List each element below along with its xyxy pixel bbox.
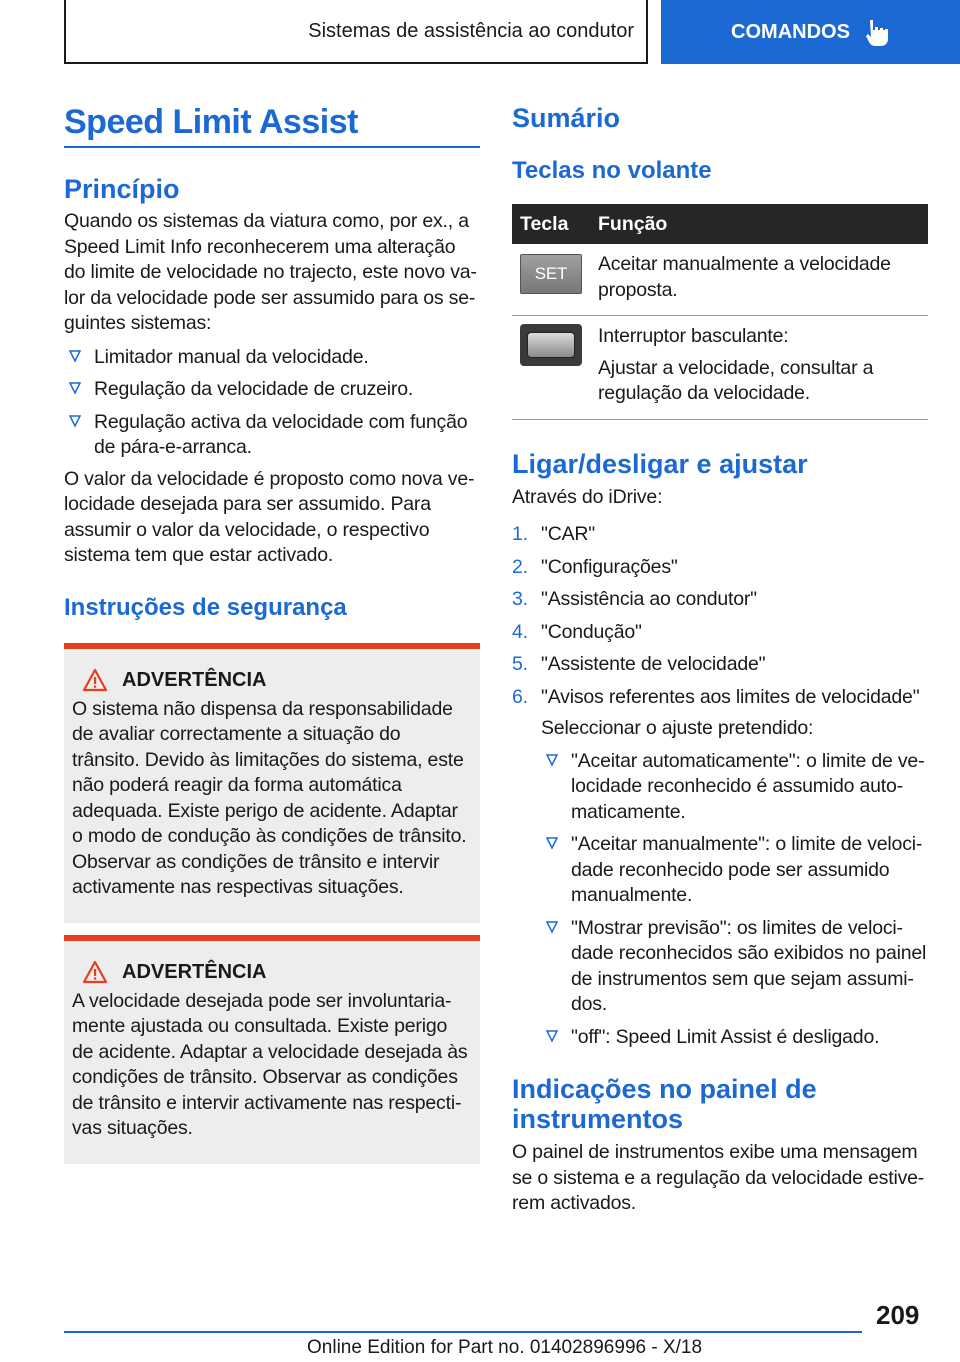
bullet-item bbox=[64, 410, 480, 461]
rocker-switch-icon bbox=[520, 324, 582, 366]
keys-table bbox=[512, 204, 928, 420]
list-item bbox=[512, 555, 928, 581]
list-item bbox=[512, 587, 928, 613]
list-item bbox=[512, 685, 928, 711]
step-text: "Configurações" bbox=[541, 555, 678, 578]
warning-label: ADVERTÊNCIA bbox=[122, 668, 267, 691]
step-text: "Assistente de velocidade" bbox=[541, 653, 766, 675]
warning-title bbox=[82, 667, 472, 693]
warning-box bbox=[64, 935, 480, 1164]
heading-onoff: Ligar/desligar e ajustar bbox=[512, 448, 808, 479]
warning-triangle-icon bbox=[82, 960, 108, 984]
step-text: "Assistência ao condutor" bbox=[541, 588, 757, 610]
triangle-bullet-icon bbox=[545, 1029, 559, 1043]
step-number: 1. bbox=[512, 523, 528, 545]
step-text: "Condução" bbox=[541, 620, 642, 643]
option-text: "Aceitar automaticamente": o limite de velocidade reconhecido é assumido automaticamente. bbox=[571, 749, 925, 823]
list-item bbox=[541, 832, 928, 909]
heading-principle: Princípio bbox=[64, 174, 180, 204]
section-title: Sistemas de assistência ao condutor bbox=[308, 19, 634, 42]
principle-intro: Quando os sistemas da viatura como, por ex., a Speed Limit Info reconhecerem uma alteração do limite de velocidade no trajecto, este novo valor da velocidade pode ser assumido para os seguintes sistemas: bbox=[64, 210, 477, 334]
principle-outro: O valor da velocidade é proposto como nova velocidade desejada para ser assumido. Para assumir o valor da velocidade, o respectivo sistema tem que estar activado. bbox=[64, 467, 475, 566]
heading-safety: Instruções de segurança bbox=[64, 593, 347, 621]
footer-rule bbox=[64, 1331, 862, 1333]
step-text: "Avisos referentes aos limites de velocidade" bbox=[541, 685, 920, 708]
function-cell bbox=[590, 316, 928, 420]
table-row bbox=[512, 316, 928, 420]
step-number: 2. bbox=[512, 555, 528, 578]
heading-keys: Teclas no volante bbox=[512, 157, 712, 184]
triangle-bullet-icon bbox=[68, 349, 82, 363]
warning-label: ADVERTÊNCIA bbox=[122, 960, 267, 983]
bullet-text: Regulação activa da velocidade com função de pára-e-arranca. bbox=[94, 410, 468, 458]
step-number: 3. bbox=[512, 588, 528, 610]
bullet-item bbox=[64, 345, 480, 371]
triangle-bullet-icon bbox=[545, 836, 559, 850]
function-cell: Aceitar manualmente a velocidade proposta. bbox=[590, 244, 928, 316]
chapter-tab[interactable] bbox=[661, 0, 960, 64]
function-text-2: Ajustar a velocidade, consultar a regulação da velocidade. bbox=[598, 356, 874, 404]
option-text: "Aceitar manualmente": o limite de velocidade reconhecido pode ser assumido manualmente. bbox=[571, 833, 923, 906]
page-title: Speed Limit Assist bbox=[64, 103, 358, 141]
right-column bbox=[512, 100, 928, 1217]
list-item bbox=[541, 916, 928, 1018]
triangle-bullet-icon bbox=[545, 920, 559, 934]
step-text: "CAR" bbox=[541, 523, 596, 545]
key-cell bbox=[512, 316, 590, 420]
triangle-bullet-icon bbox=[68, 414, 82, 428]
footer-edition: Online Edition for Part no. 01402896996 - X/18 bbox=[307, 1337, 703, 1358]
bullet-item bbox=[64, 377, 480, 403]
triangle-bullet-icon bbox=[68, 381, 82, 395]
list-item bbox=[541, 749, 928, 826]
options-list bbox=[512, 749, 928, 1051]
hand-pointer-icon bbox=[864, 18, 890, 46]
table-header-key: Tecla bbox=[512, 204, 590, 244]
step-number: 4. bbox=[512, 620, 528, 643]
warning-box bbox=[64, 643, 480, 923]
warning-title bbox=[82, 959, 472, 985]
indications-text: O painel de instrumentos exibe uma mensagem se o sistema e a regulação da velocidade estiverem activados. bbox=[512, 1141, 925, 1214]
table-header-function: Função bbox=[590, 204, 928, 244]
bullet-text: Limitador manual da velocidade. bbox=[94, 345, 369, 368]
left-column bbox=[64, 100, 480, 1164]
list-item bbox=[512, 522, 928, 548]
option-text: "Mostrar previsão": os limites de velocidade reconhecidos são exibidos no painel de instrumentos sem que sejam assumidos. bbox=[571, 916, 927, 1015]
triangle-bullet-icon bbox=[545, 753, 559, 767]
list-item bbox=[512, 652, 928, 678]
page-number: 209 bbox=[876, 1300, 920, 1330]
heading-indications: Indicações no painel de instrumentos bbox=[512, 1074, 817, 1134]
step-number: 5. bbox=[512, 653, 528, 675]
title-rule bbox=[64, 146, 480, 148]
warning-text: A velocidade desejada pode ser involuntariamente ajustada ou consultada. Existe perigo de acidente. Adaptar a velocidade desejada às condições de trânsito. Observar as condições de trânsito e intervir activamente nas respectivas situações. bbox=[72, 989, 468, 1139]
bullet-text: Regulação da velocidade de cruzeiro. bbox=[94, 378, 414, 400]
chapter-title: COMANDOS bbox=[731, 20, 850, 43]
select-text: Seleccionar o ajuste pretendido: bbox=[541, 717, 814, 739]
set-key-icon bbox=[520, 254, 582, 294]
onoff-intro: Através do iDrive: bbox=[512, 485, 663, 508]
table-row bbox=[512, 244, 928, 316]
running-header-section bbox=[64, 0, 648, 64]
set-key-label: SET bbox=[534, 264, 568, 284]
list-item bbox=[541, 1025, 928, 1051]
warning-text: O sistema não dispensa da responsabilidade de avaliar correctamente a situação do trânsito. Devido às limitações do sistema, este não poderá reagir da forma automática adequada. Existe perigo de acidente. Adaptar o modo de condução às condições de trânsito. Observar as condições de trânsito e intervir activamente nas respectivas situações. bbox=[72, 697, 467, 898]
heading-summary: Sumário bbox=[512, 103, 621, 133]
step-number: 6. bbox=[512, 685, 528, 708]
key-cell bbox=[512, 244, 590, 316]
steps-list bbox=[512, 522, 928, 710]
list-item bbox=[512, 620, 928, 646]
warning-triangle-icon bbox=[82, 668, 108, 692]
function-text: Interruptor basculante: bbox=[598, 325, 789, 347]
option-text: "off": Speed Limit Assist é desligado. bbox=[571, 1025, 880, 1048]
